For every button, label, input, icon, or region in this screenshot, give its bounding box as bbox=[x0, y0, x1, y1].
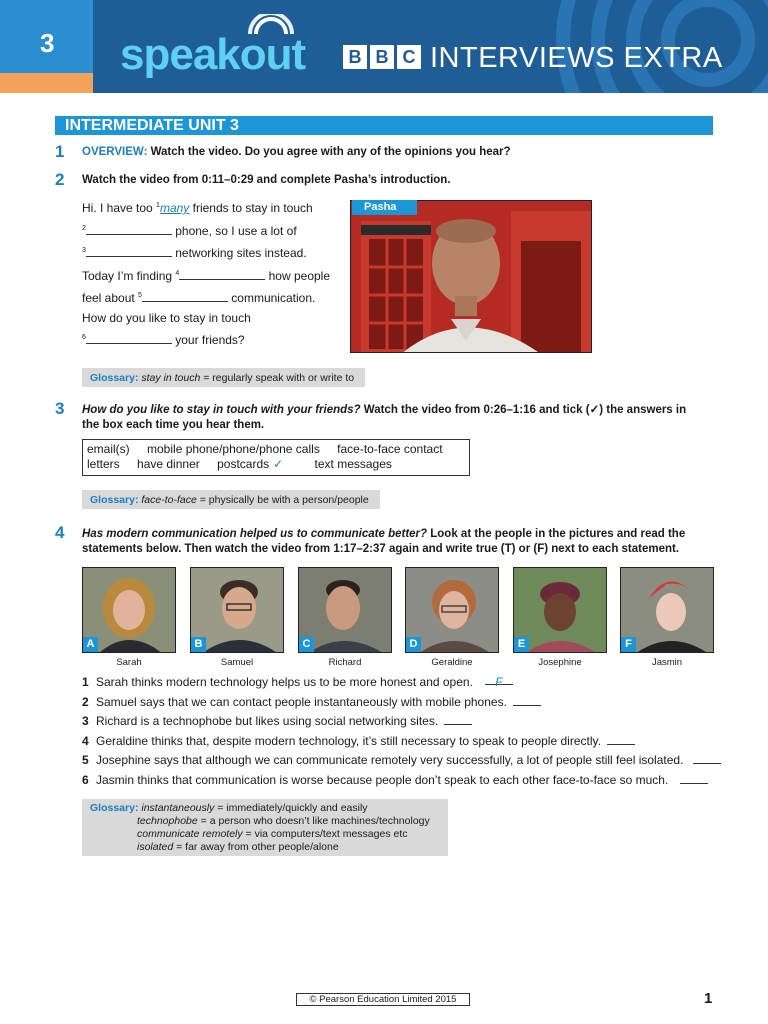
gap-number: 3 bbox=[82, 247, 86, 254]
statement-text: Samuel says that we can contact people instantaneously with mobile phones. bbox=[96, 694, 507, 709]
statement-text: Josephine says that although we can communicate remotely very successfully, a lot of people still feel isolated. bbox=[96, 753, 684, 767]
word-box bbox=[82, 439, 470, 476]
statement-item bbox=[82, 673, 722, 693]
glossary-box-1 bbox=[82, 368, 365, 387]
answer-blank[interactable] bbox=[693, 752, 721, 764]
passage-text: phone, so I use a lot of bbox=[171, 223, 297, 238]
statement-number: 4 bbox=[82, 733, 89, 748]
glossary-label: Glossary: bbox=[90, 802, 139, 814]
answer-blank[interactable] bbox=[607, 733, 635, 745]
statement-item bbox=[82, 732, 722, 752]
header-title: INTERVIEWS EXTRA bbox=[430, 42, 723, 74]
glossary-definition: = a person who doesn’t like machines/technology bbox=[197, 815, 430, 827]
gap-number: 1 bbox=[156, 202, 160, 209]
glossary-line bbox=[90, 815, 440, 828]
photo-letter-b: B bbox=[191, 637, 206, 652]
answer-blank[interactable] bbox=[444, 713, 472, 725]
gap-number: 2 bbox=[82, 224, 86, 232]
passage-line bbox=[82, 241, 342, 264]
signal-arcs-icon bbox=[248, 14, 294, 36]
person-name: Sarah bbox=[116, 657, 142, 668]
pasha-name-tag: Pasha bbox=[352, 200, 417, 215]
passage-text: communication. bbox=[227, 291, 316, 305]
glossary-term: technophobe bbox=[137, 815, 198, 827]
statement-number: 5 bbox=[82, 753, 89, 767]
glossary-definition: = far away from other people/alone bbox=[173, 841, 339, 853]
glossary-definition: = regularly speak with or write to bbox=[200, 372, 355, 384]
passage-line bbox=[82, 196, 342, 219]
answer-blank[interactable] bbox=[513, 694, 541, 706]
gap-blank[interactable] bbox=[179, 267, 265, 280]
exercise-4-number: 4 bbox=[55, 523, 65, 542]
passage-text: your friends? bbox=[171, 333, 245, 347]
statement-item bbox=[82, 712, 722, 732]
exercise-3-instruction bbox=[82, 403, 702, 433]
word-box-row bbox=[87, 457, 465, 472]
glossary-term: instantaneously bbox=[141, 802, 215, 814]
exercise-3-text: Watch the video from 0:26–1:16 and tick (✓) the answers in the box each time you hear them. bbox=[82, 404, 687, 431]
example-answer: many bbox=[159, 201, 190, 215]
glossary-box-3 bbox=[82, 799, 448, 856]
glossary-term: communicate remotely bbox=[137, 828, 243, 840]
gap-blank[interactable] bbox=[86, 331, 172, 344]
pasha-introduction-passage bbox=[82, 196, 342, 351]
overview-label: OVERVIEW: bbox=[82, 146, 148, 158]
photo-letter-e: E bbox=[514, 637, 529, 652]
passage-line bbox=[82, 328, 342, 351]
glossary-term: stay in touch bbox=[141, 372, 201, 384]
glossary-term: face-to-face bbox=[141, 494, 197, 506]
statement-text: Jasmin thinks that communication is worse because people don’t speak to each other face-to-face so much. bbox=[96, 772, 669, 787]
logo-text: speakout bbox=[120, 30, 306, 79]
person-name: Josephine bbox=[538, 657, 582, 668]
passage-text: how people bbox=[265, 268, 331, 283]
statement-text: Sarah thinks modern technology helps us to be more honest and open. bbox=[96, 675, 473, 689]
glossary-definition: = physically be with a person/people bbox=[196, 494, 369, 506]
statements-list bbox=[82, 673, 722, 790]
speakout-logo bbox=[120, 30, 305, 80]
statement-text: Richard is a technophobe but likes using social networking sites. bbox=[96, 714, 439, 728]
statement-number: 1 bbox=[82, 675, 89, 689]
photo-letter-f: F bbox=[621, 637, 636, 652]
passage-text: friends to stay in touch bbox=[189, 201, 313, 215]
unit-title-bar: INTERMEDIATE UNIT 3 bbox=[55, 116, 713, 135]
passage-text: networking sites instead. bbox=[171, 246, 307, 260]
photo-letter-d: D bbox=[406, 637, 421, 652]
glossary-line bbox=[90, 828, 440, 841]
unit-number-box bbox=[0, 0, 93, 73]
passage-line bbox=[82, 219, 342, 242]
exercise-2-number: 2 bbox=[55, 170, 65, 189]
word-option[interactable]: text messages bbox=[314, 457, 392, 471]
answer-blank[interactable] bbox=[680, 772, 708, 784]
passage-text: feel about bbox=[82, 291, 139, 305]
exercise-3-number: 3 bbox=[55, 399, 65, 418]
passage-line bbox=[82, 286, 342, 309]
tick-mark-icon: ✓ bbox=[273, 457, 284, 471]
statement-number: 3 bbox=[82, 714, 89, 728]
word-option[interactable]: email(s) bbox=[87, 442, 130, 456]
exercise-1-number: 1 bbox=[55, 142, 65, 161]
pasha-video-still bbox=[350, 200, 592, 353]
glossary-label: Glossary: bbox=[90, 494, 139, 506]
statement-number: 6 bbox=[82, 772, 89, 787]
bbc-letter: B bbox=[370, 45, 394, 69]
passage-text: How do you like to stay in touch bbox=[82, 310, 251, 325]
glossary-box-2 bbox=[82, 490, 380, 509]
person-name: Richard bbox=[328, 657, 362, 668]
statement-item bbox=[82, 693, 722, 713]
word-option[interactable]: mobile phone/phone/phone calls bbox=[147, 442, 320, 456]
gap-number: 4 bbox=[175, 269, 180, 277]
word-option[interactable]: letters bbox=[87, 457, 120, 471]
passage-line bbox=[82, 264, 342, 287]
copyright-notice: © Pearson Education Limited 2015 bbox=[296, 993, 470, 1006]
bbc-letter: C bbox=[397, 45, 421, 69]
glossary-term: isolated bbox=[137, 841, 174, 853]
word-option[interactable]: have dinner bbox=[137, 457, 200, 471]
gap-blank[interactable] bbox=[86, 244, 172, 257]
word-box-row bbox=[87, 442, 465, 457]
word-option[interactable]: face-to-face contact bbox=[337, 442, 443, 456]
person-name: Jasmin bbox=[651, 657, 683, 668]
statement-item bbox=[82, 751, 722, 771]
gap-number: 6 bbox=[82, 334, 86, 341]
gap-blank[interactable] bbox=[86, 222, 172, 235]
bbc-letter: B bbox=[343, 45, 367, 69]
photo-letter-c: C bbox=[299, 637, 314, 652]
example-answer: F bbox=[495, 675, 503, 689]
passage-text: Hi. I have too bbox=[82, 201, 157, 215]
word-option[interactable]: postcards bbox=[217, 457, 270, 471]
gap-number: 5 bbox=[138, 292, 142, 299]
glossary-label: Glossary: bbox=[90, 372, 139, 384]
pasha-photo-illustration bbox=[351, 201, 592, 353]
exercise-2-instruction: Watch the video from 0:11–0:29 and complete Pasha’s introduction. bbox=[82, 174, 451, 186]
exercise-4-text: Look at the people in the pictures and read the statements below. Then watch the video from 1:17–2:37 again and write true (T) or (F) next to each statement. bbox=[82, 528, 686, 555]
statement-text: Geraldine thinks that, despite modern technology, it’s still necessary to speak to people directly. bbox=[96, 733, 601, 748]
glossary-definition: = via computers/text messages etc bbox=[242, 828, 408, 840]
exercise-1-text: Watch the video. Do you agree with any of the opinions you hear? bbox=[150, 146, 511, 158]
glossary-line bbox=[90, 802, 440, 815]
unit-color-strip bbox=[0, 73, 93, 93]
passage-text: Today I’m finding bbox=[82, 268, 176, 283]
exercise-3-question: How do you like to stay in touch with your friends? bbox=[82, 404, 361, 416]
passage-line bbox=[82, 309, 342, 329]
gap-blank[interactable] bbox=[142, 289, 228, 302]
glossary-definition: = immediately/quickly and easily bbox=[214, 802, 368, 814]
exercise-4-question: Has modern communication helped us to communicate better? bbox=[82, 528, 428, 540]
person-name: Geraldine bbox=[431, 657, 473, 668]
bbc-logo bbox=[343, 45, 421, 73]
glossary-line bbox=[90, 841, 440, 854]
photo-letter-a: A bbox=[83, 637, 98, 652]
answer-blank[interactable] bbox=[485, 673, 513, 689]
exercise-4-instruction bbox=[82, 527, 702, 557]
statement-item bbox=[82, 771, 722, 791]
statement-number: 2 bbox=[82, 694, 89, 709]
unit-number: 3 bbox=[40, 28, 55, 58]
page-number: 1 bbox=[704, 990, 713, 1007]
exercise-1-instruction bbox=[82, 145, 702, 160]
person-name: Samuel bbox=[220, 657, 254, 668]
